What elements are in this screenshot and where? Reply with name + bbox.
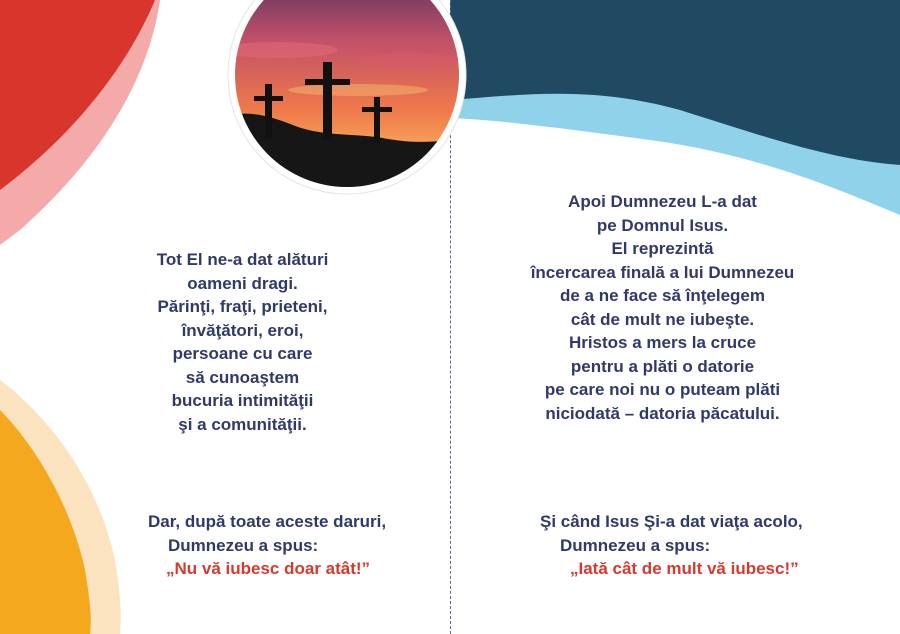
three-crosses-sunset-image	[208, 0, 486, 195]
left-poem-line: să cunoaştem	[185, 367, 300, 387]
left-closing	[148, 510, 386, 581]
right-closing-quote: „Iată cât de mult vă iubesc!”	[570, 559, 799, 578]
right-poem-line: cât de mult ne iubeşte.	[570, 309, 755, 329]
left-poem-line: învăţători, eroi,	[181, 320, 304, 340]
left-poem-line: Părinţi, fraţi, prieteni,	[157, 297, 328, 316]
right-poem-line: încercarea finală a lui Dumnezeu	[530, 262, 795, 282]
left-poem-line: persoane cu care	[172, 344, 313, 363]
right-poem-line: Apoi Dumnezeu L-a dat	[568, 192, 757, 211]
right-poem-line: Hristos a mers la cruce	[568, 333, 757, 352]
left-poem-line: şi a comunităţii.	[178, 414, 307, 434]
right-closing-line1: Şi când Isus Şi-a dat viaţa acolo,	[540, 512, 803, 531]
left-poem-line: Tot El ne-a dat alături	[156, 250, 329, 269]
center-cross	[323, 62, 332, 140]
left-cross	[265, 84, 272, 139]
right-closing	[540, 510, 803, 581]
left-closing-line2: Dumnezeu a spus:	[168, 535, 319, 555]
right-poem-line: El reprezintă	[611, 239, 714, 258]
right-poem	[500, 190, 825, 425]
right-closing-line2: Dumnezeu a spus:	[560, 535, 711, 555]
right-poem-line: pe care noi nu o puteam plăti	[544, 380, 781, 399]
left-closing-quote: „Nu vă iubesc doar atât!”	[166, 559, 371, 578]
right-cross	[374, 97, 380, 143]
left-poem	[110, 248, 375, 436]
left-poem-line: oameni dragi.	[187, 273, 298, 293]
right-poem-line: pentru a plăti o datorie	[570, 356, 755, 376]
left-poem-line: bucuria intimităţii	[171, 391, 314, 410]
right-poem-line: pe Domnul Isus.	[596, 215, 729, 235]
right-poem-line: niciodată – datoria păcatului.	[545, 403, 780, 423]
right-poem-line: de a ne face să înţelegem	[559, 286, 766, 305]
left-closing-line1: Dar, după toate aceste daruri,	[148, 512, 387, 531]
